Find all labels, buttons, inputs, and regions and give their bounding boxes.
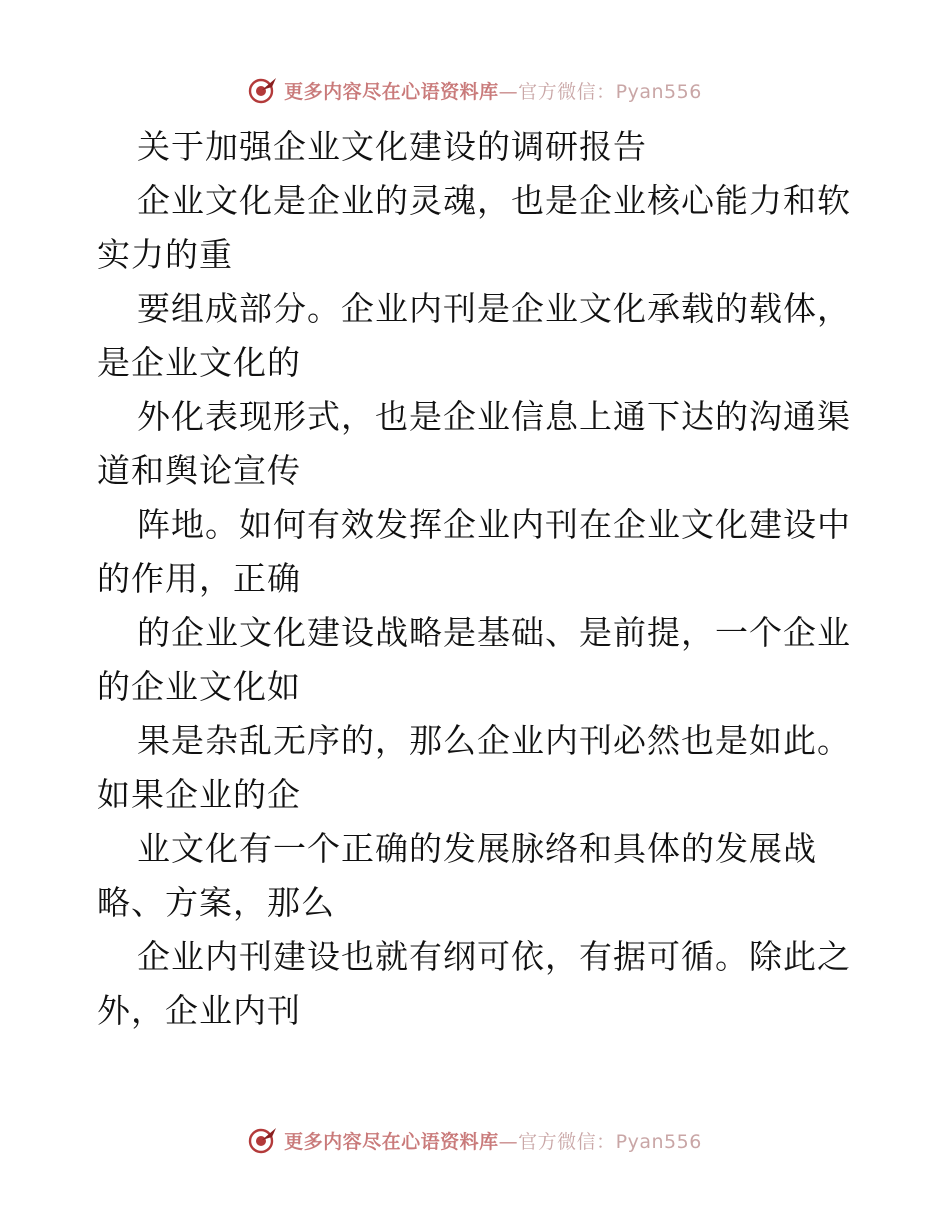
- footer-banner: [0, 1120, 950, 1160]
- paragraph-line: 道和舆论宣传: [97, 451, 301, 490]
- paragraph-line: 的企业文化如: [97, 667, 301, 706]
- pen-logo-icon: [248, 75, 278, 105]
- paragraph-line: 企业内刊建设也就有纲可依，有据可循。除此之: [137, 937, 851, 976]
- header-banner-text: [284, 77, 702, 104]
- header-banner: [0, 70, 950, 110]
- paragraph-line: 略、方案，那么: [97, 883, 335, 922]
- footer-wechat: 官方微信：Pyan556: [518, 1130, 702, 1153]
- document-body: [97, 120, 857, 1038]
- paragraph-line: 业文化有一个正确的发展脉络和具体的发展战: [137, 829, 817, 868]
- paragraph-line: 果是杂乱无序的，那么企业内刊必然也是如此。: [137, 721, 851, 760]
- paragraph-line: 企业文化是企业的灵魂，也是企业核心能力和软: [137, 181, 851, 220]
- footer-banner-text: [284, 1127, 702, 1154]
- header-brand: 更多内容尽在心语资料库: [284, 80, 499, 103]
- paragraph-line: 实力的重: [97, 235, 233, 274]
- paragraph-line: 如果企业的企: [97, 775, 301, 814]
- document-title: 关于加强企业文化建设的调研报告: [137, 127, 647, 166]
- footer-separator: —: [498, 1130, 519, 1153]
- paragraph-line: 的作用，正确: [97, 559, 301, 598]
- paragraph-line: 阵地。如何有效发挥企业内刊在企业文化建设中: [137, 505, 851, 544]
- paragraph-line: 是企业文化的: [97, 343, 301, 382]
- footer-brand: 更多内容尽在心语资料库: [284, 1130, 499, 1153]
- paragraph-line: 外化表现形式，也是企业信息上通下达的沟通渠: [137, 397, 851, 436]
- header-wechat: 官方微信：Pyan556: [518, 80, 702, 103]
- header-separator: —: [498, 80, 519, 103]
- paragraph-line: 外，企业内刊: [97, 991, 301, 1030]
- paragraph-line: 的企业文化建设战略是基础、是前提，一个企业: [137, 613, 851, 652]
- paragraph-line: 要组成部分。企业内刊是企业文化承载的载体，: [137, 289, 851, 328]
- pen-logo-icon: [248, 1125, 278, 1155]
